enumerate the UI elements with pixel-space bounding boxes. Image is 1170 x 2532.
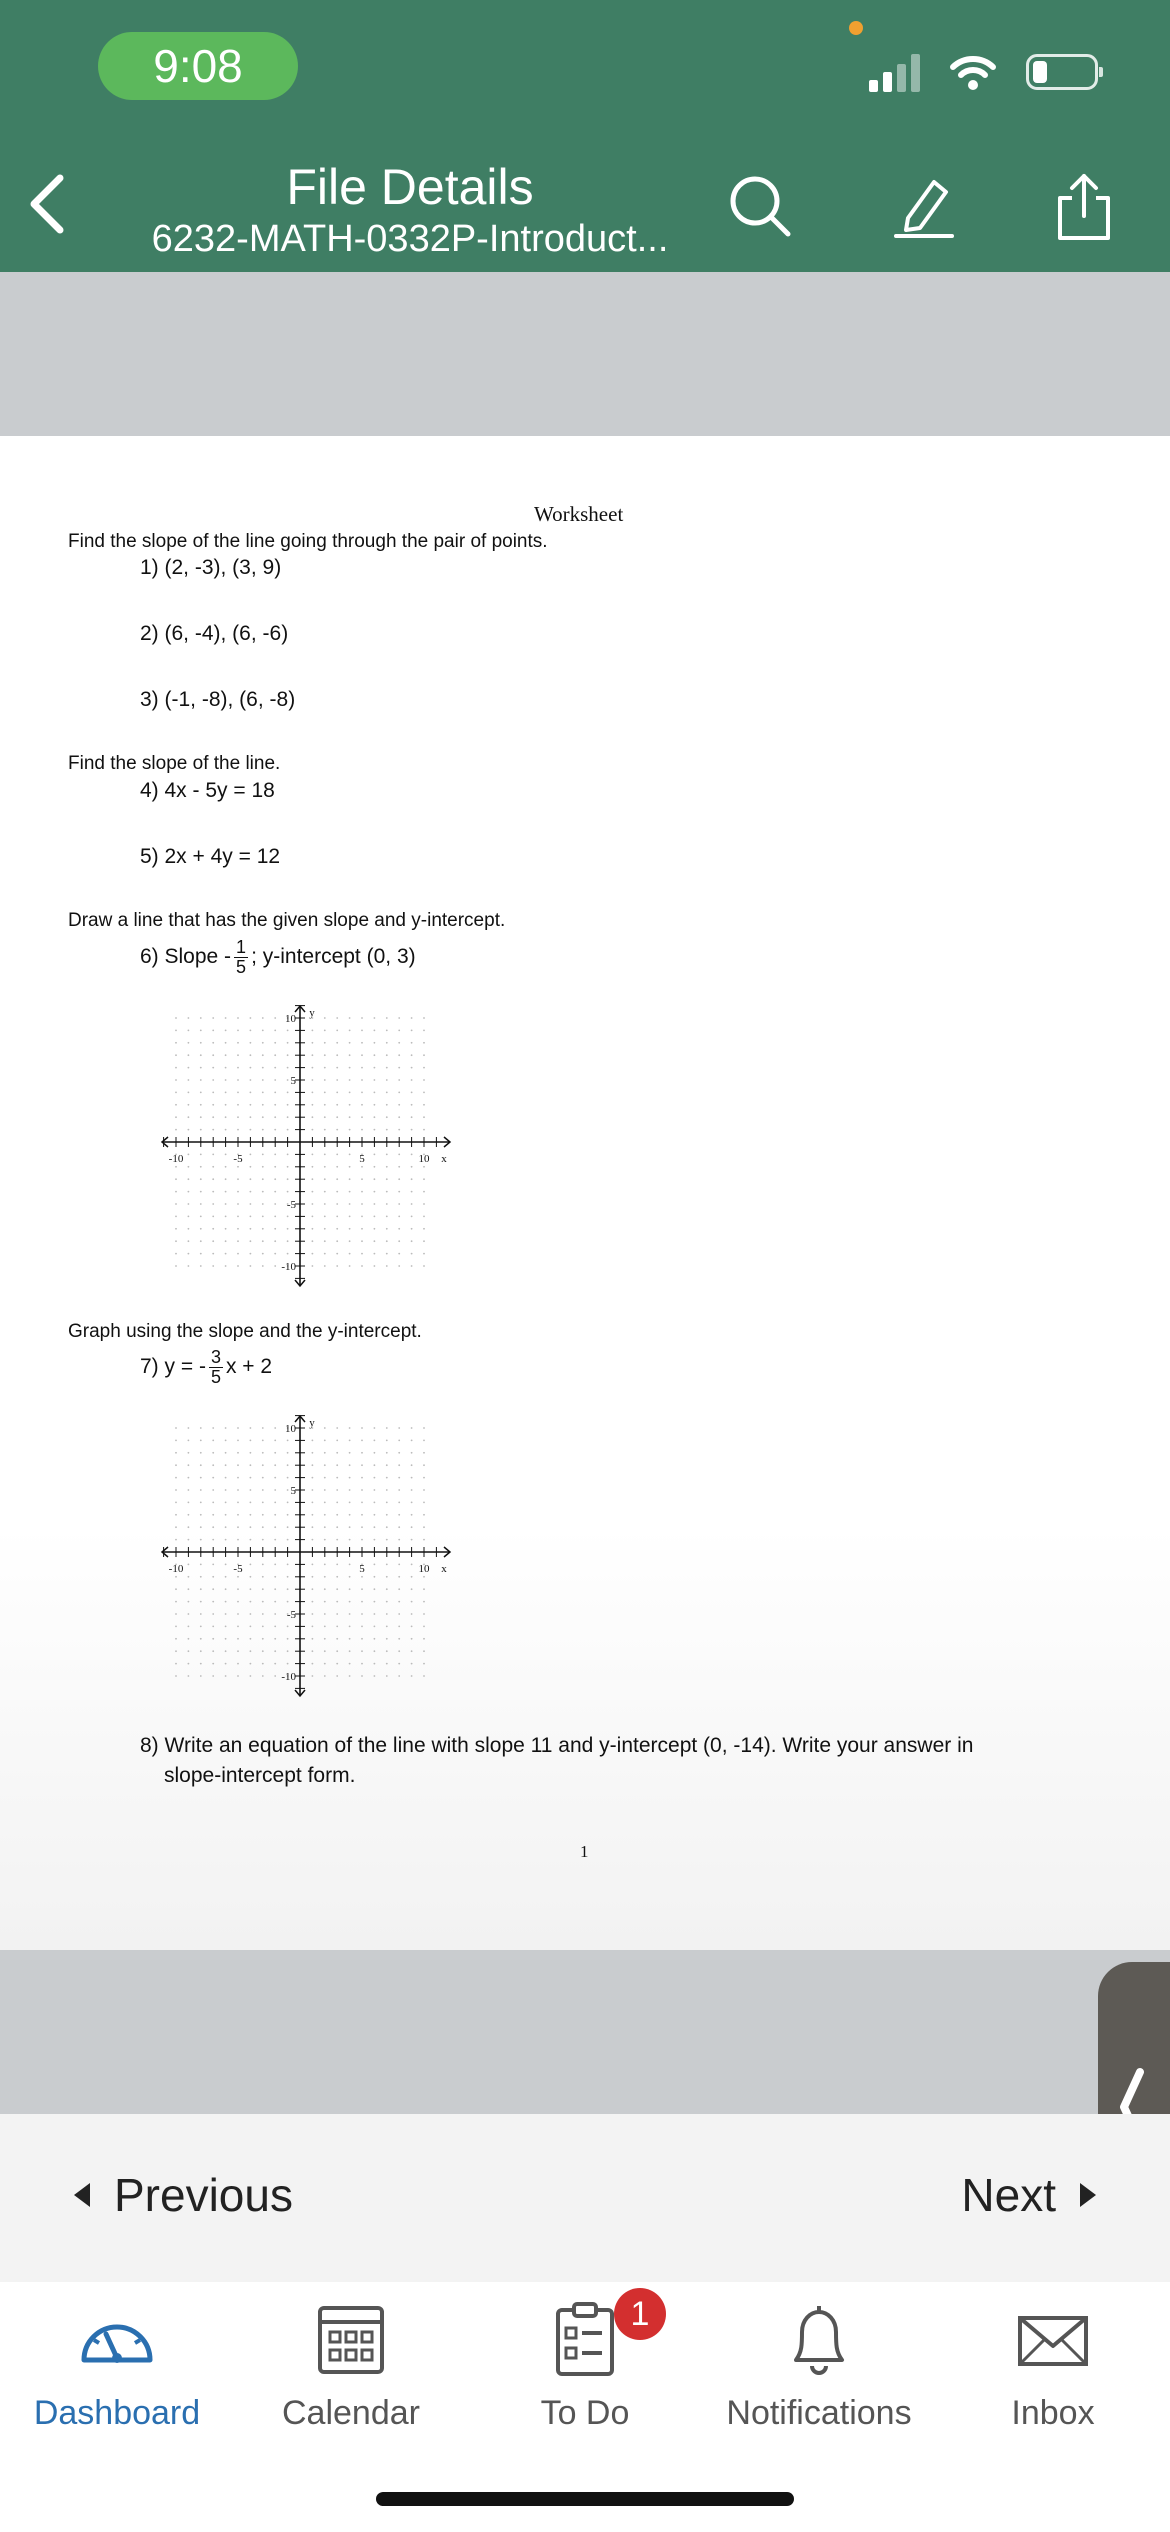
axis-label-y: y — [309, 1007, 315, 1019]
previous-button[interactable] — [72, 2168, 293, 2222]
tick-label: -5 — [233, 1153, 243, 1165]
back-chevron-icon[interactable] — [18, 168, 78, 240]
problem-7 — [140, 1348, 272, 1387]
problem-6 — [140, 938, 416, 977]
envelope-icon — [1008, 2300, 1098, 2380]
search-icon[interactable] — [722, 168, 798, 244]
axis-label-y: y — [309, 1417, 315, 1429]
tick-label: 5 — [290, 1485, 296, 1497]
calendar-icon — [306, 2300, 396, 2380]
page-title: File Details — [286, 159, 534, 215]
tab-notifications[interactable] — [702, 2300, 936, 2433]
status-time: 9:08 — [98, 32, 298, 100]
problem-3: 3) (-1, -8), (6, -8) — [140, 688, 296, 711]
next-button[interactable] — [961, 2168, 1098, 2222]
tab-label: Calendar — [282, 2394, 420, 2432]
fraction-numerator: 1 — [236, 937, 247, 957]
problem-1: 1) (2, -3), (3, 9) — [140, 556, 282, 579]
tab-inbox[interactable] — [936, 2300, 1170, 2433]
tick-label: 5 — [359, 1153, 365, 1165]
cellular-signal-icon — [869, 52, 920, 92]
tick-label: -5 — [233, 1563, 243, 1575]
coordinate-grid-problem-6[interactable] — [160, 1002, 460, 1292]
tab-todo[interactable] — [468, 2300, 702, 2433]
instruction-1: Find the slope of the line going through the pair of points. — [68, 531, 548, 552]
tick-label: 10 — [418, 1563, 430, 1575]
fraction — [209, 1348, 223, 1387]
privacy-indicator-dot — [849, 21, 863, 35]
problem-6-suffix: ; y-intercept (0, 3) — [251, 944, 416, 968]
bell-icon — [774, 2300, 864, 2380]
worksheet-title: Worksheet — [534, 502, 624, 526]
problem-5: 5) 2x + 4y = 12 — [140, 845, 281, 868]
tick-label: -10 — [281, 1671, 296, 1683]
problem-8-line-2: slope-intercept form. — [164, 1764, 356, 1787]
dashboard-gauge-icon — [72, 2300, 162, 2380]
page-number: 1 — [580, 1842, 589, 1861]
instruction-4: Graph using the slope and the y-intercept. — [68, 1321, 422, 1342]
tick-label: 10 — [285, 1013, 296, 1025]
tick-label: 10 — [285, 1423, 296, 1435]
fraction — [234, 938, 248, 977]
file-name-subtitle: 6232-MATH-0332P-Introduct... — [151, 218, 669, 260]
tick-label: 5 — [290, 1075, 296, 1087]
fraction-numerator: 3 — [210, 1347, 221, 1367]
tab-calendar[interactable] — [234, 2300, 468, 2433]
share-icon[interactable] — [1046, 168, 1122, 244]
problem-8-line-1: 8) Write an equation of the line with slope 11 and y-intercept (0, -14). Write your answer in — [140, 1734, 974, 1757]
axis-label-x: x — [441, 1563, 447, 1575]
fraction-denominator: 5 — [236, 956, 247, 977]
tab-label: Inbox — [1011, 2394, 1095, 2432]
tab-dashboard[interactable] — [0, 2300, 234, 2433]
tick-label: -10 — [168, 1153, 184, 1165]
tick-label: 5 — [359, 1563, 365, 1575]
fraction-denominator: 5 — [210, 1366, 221, 1387]
home-indicator — [376, 2492, 794, 2506]
tick-label: -10 — [168, 1563, 184, 1575]
tab-label: To Do — [540, 2394, 630, 2432]
problem-7-prefix: 7) y = - — [140, 1354, 206, 1378]
tick-label: 10 — [418, 1153, 430, 1165]
problem-4: 4) 4x - 5y = 18 — [140, 779, 275, 802]
next-label: Next — [961, 2169, 1056, 2221]
status-icons — [869, 52, 1098, 92]
coordinate-grid-problem-7[interactable] — [160, 1412, 460, 1702]
instruction-3: Draw a line that has the given slope and y-intercept. — [68, 910, 506, 931]
document-bottom-margin — [0, 1950, 1170, 2114]
problem-2: 2) (6, -4), (6, -6) — [140, 622, 289, 645]
tick-label: -10 — [281, 1261, 296, 1273]
todo-count-badge: 1 — [614, 2288, 666, 2340]
problem-6-prefix: 6) Slope - — [140, 944, 232, 968]
document-top-margin — [0, 272, 1170, 436]
instruction-2: Find the slope of the line. — [68, 753, 281, 774]
tab-label: Notifications — [726, 2394, 912, 2432]
battery-icon — [1026, 54, 1098, 90]
caret-right-icon — [1078, 2181, 1098, 2209]
axis-label-x: x — [441, 1153, 447, 1165]
problem-7-suffix: x + 2 — [225, 1354, 273, 1378]
wifi-icon — [948, 52, 998, 92]
previous-label: Previous — [114, 2169, 293, 2221]
tick-label: -5 — [286, 1609, 296, 1621]
caret-left-icon — [72, 2181, 92, 2209]
tab-label: Dashboard — [33, 2394, 201, 2432]
annotate-pen-icon[interactable] — [886, 168, 962, 244]
tick-label: -5 — [286, 1199, 296, 1211]
